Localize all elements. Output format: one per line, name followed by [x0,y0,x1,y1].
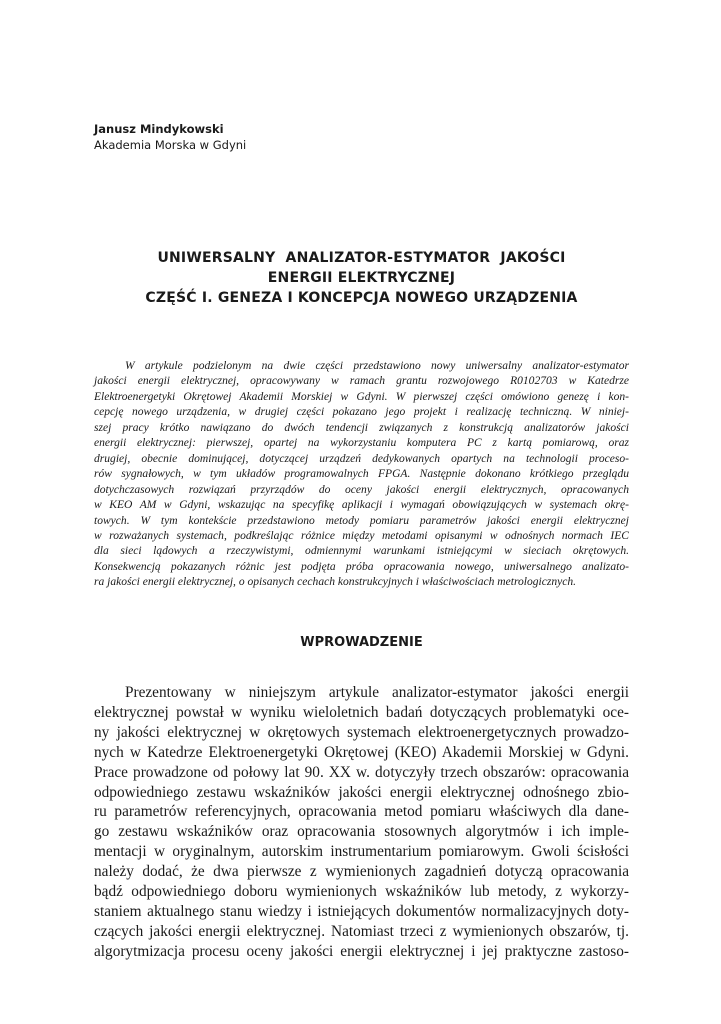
body-line: odpowiedniego zestawu wskaźników jakości energii elektrycznej odnośnego zbio- [94,783,629,801]
abstract-line: rów sygnałowych, w tym układów programowalnych FPGA. Następnie dokonano krótkiego przeglądu [94,468,629,481]
author-name: Janusz Mindykowski [94,122,224,136]
author-affiliation: Akademia Morska w Gdyni [94,137,247,152]
abstract-line: w KEO AM w Gdyni, wskazując na specyfikę aplikacji i wymagań obowiązujących w systemach okrę- [94,499,629,512]
body-line: go zestawu wskaźników oraz opracowania stosownych algorytmów i ich imple- [94,823,629,841]
title-line-3: CZĘŚĆ I. GENEZA I KONCEPCJA NOWEGO URZĄDZENIA [145,290,578,306]
body-line: ny jakości elektrycznej w okrętowych systemach elektroenergetycznych prowadzo- [94,723,629,741]
title-line-1: UNIWERSALNY ANALIZATOR-ESTYMATOR JAKOŚCI [157,250,566,266]
body-line: algorytmizacja procesu oceny jakości energii elektrycznej i jej praktyczne zastoso- [94,942,629,960]
body-line: staniem aktualnego stanu wiedzy i istniejących dokumentów normalizacyjnych doty- [94,902,629,920]
body-line: bądź odpowiedniego doboru wymienionych wskaźników lub metody, z wykorzy- [94,883,629,901]
abstract-line: Elektroenergetyki Okrętowej Akademii Morskiej w Gdyni. W pierwszej części omówiono genezę i kon- [94,390,629,403]
author-block [94,122,246,153]
abstract-line: drugiej, obecnie dominującej, dotyczącej urządzeń dedykowanych opartych na technologii proceso- [94,452,629,465]
paper-title [94,248,629,308]
body-line: Prezentowany w niniejszym artykule analizator-estymator jakości energii [125,684,629,701]
body-line: czących jakości energii elektrycznej. Natomiast trzeci z wymienionych obszarów, tj. [94,922,629,940]
body-line: elektrycznej powstał w wyniku wieloletnich badań dotyczących problematyki oce- [94,703,629,721]
abstract-line: dla sieci lądowych a rzeczywistymi, odmiennymi warunkami istniejącymi w sieciach okrętowych. [94,545,629,558]
section-heading: WPROWADZENIE [300,635,423,650]
abstract-line: w rozważanych systemach, podkreślając różnice między metodami opisanymi w odnośnych normach IEC [94,529,629,542]
abstract-line: jakości energii elektrycznej, opracowywany w ramach grantu rozwojowego R0102703 w Katedrze [94,375,629,388]
abstract-line: szej pracy krótko nawiązano do dwóch tendencji związanych z konstrukcją analizatorów jakości [94,421,629,434]
body-text [94,683,629,962]
body-line: Prace prowadzone od połowy lat 90. XX w. dotyczyły trzech obszarów: opracowania [94,763,629,781]
body-line: mentacji w oryginalnym, autorskim instrumentarium pomiarowym. Gwoli ścisłości [94,843,629,861]
abstract-line: energii elektrycznej: pierwszej, opartej na wykorzystaniu komputera PC z kartą pomiarową, oraz [94,437,629,450]
body-line: nych w Katedrze Elektroenergetyki Okrętowej (KEO) Akademii Morskiej w Gdyni. [94,743,629,761]
body-line: należy dodać, że dwa pierwsze z wymienionych zagadnień dotyczą opracowania [94,863,629,881]
abstract-line: towych. W tym kontekście przedstawiono metody pomiaru parametrów jakości energii elektrycznej [94,514,629,527]
abstract [94,359,629,591]
abstract-line: W artykule podzielonym na dwie części przedstawiono nowy uniwersalny analizator-estymator [125,360,629,372]
abstract-line: ra jakości energii elektrycznej, o opisanych cechach konstrukcyjnych i właściwościach metrologicznych. [94,576,577,589]
abstract-line: dotychczasowych rozwiązań przyrządów do oceny jakości energii elektrycznych, opracowanych [94,483,629,496]
abstract-line: Konsekwencją pokazanych różnic jest podjęta próba opracowania nowego, uniwersalnego analizato- [94,560,629,573]
abstract-line: cepcję nowego urządzenia, w drugiej części pokazano jego projekt i realizację techniczną. W niniej- [94,406,629,419]
title-line-2: ENERGII ELEKTRYCZNEJ [267,270,456,286]
body-line: ru parametrów referencyjnych, opracowania metod pomiaru właściwych dla dane- [94,803,629,821]
